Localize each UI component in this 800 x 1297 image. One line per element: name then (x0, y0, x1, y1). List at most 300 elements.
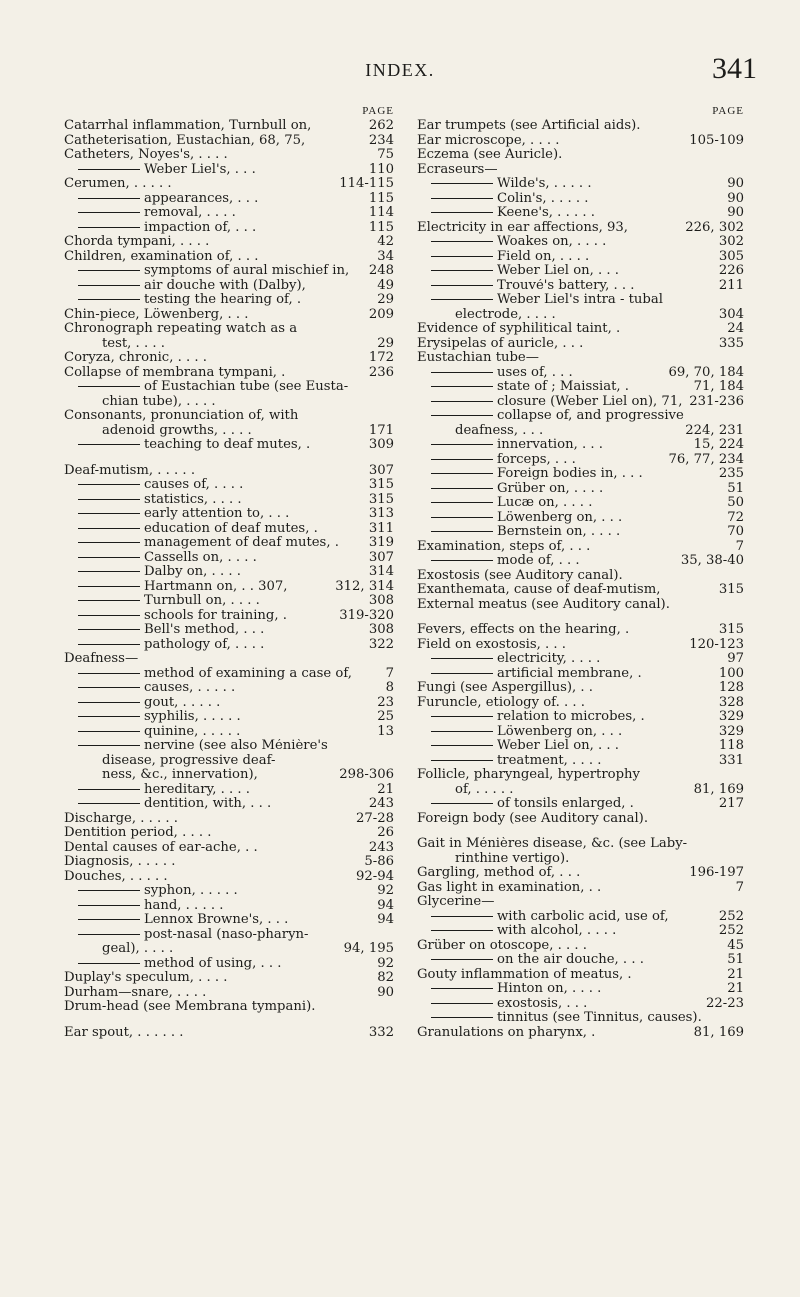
ditto-rule (431, 803, 493, 804)
index-entry (64, 812, 394, 827)
index-entry (64, 986, 394, 1001)
entry-text: Consonants, pronunciation of, with (64, 409, 299, 423)
right-column (417, 105, 744, 1040)
entry-text: appearances, . . . (64, 192, 394, 207)
entry-text: on the air douche, . . . (417, 953, 744, 968)
index-entry (64, 971, 394, 986)
entry-text: Weber Liel on, . . . (417, 739, 744, 754)
index-entry (417, 924, 744, 939)
entry-text: Duplay's speculum, . . . . (64, 971, 228, 985)
ditto-rule (431, 198, 493, 199)
ditto-rule (431, 716, 493, 717)
entry-text: with alcohol, . . . . (417, 924, 744, 939)
entry-text: Eczema (see Auricle). (417, 148, 563, 162)
index-entry (64, 681, 394, 696)
entry-page-ref: 248 (366, 264, 394, 279)
index-entry (417, 1026, 744, 1041)
index-entry (64, 652, 394, 667)
index-entry (417, 308, 744, 323)
entry-page-ref: 308 (366, 623, 394, 638)
entry-text: Exostosis (see Auditory canal). (417, 568, 623, 583)
ditto-rule (78, 212, 140, 213)
index-entry (417, 638, 744, 653)
entry-page-ref: 69, 70, 184 (666, 366, 745, 381)
entry-page-ref: 21 (724, 982, 744, 997)
index-entry (64, 192, 394, 207)
entry-text: hereditary, . . . . (64, 783, 394, 798)
index-entry (64, 710, 394, 725)
index-entry (417, 812, 744, 827)
index-entry (64, 279, 394, 294)
entry-text: management of deaf mutes, . (64, 536, 394, 551)
index-entry (64, 293, 394, 308)
entry-page-ref: 115 (366, 192, 394, 207)
entry-page-ref: 226 (716, 264, 744, 279)
entry-page-ref: 243 (366, 841, 394, 856)
entry-text: Lucæ on, . . . . (417, 496, 744, 511)
ditto-rule (431, 658, 493, 659)
index-entry (417, 725, 744, 740)
index-entry (64, 351, 394, 366)
entry-text: Furuncle, etiology of. . . . (417, 695, 585, 710)
ditto-rule (431, 502, 493, 503)
index-entry (64, 206, 394, 221)
entry-page-ref: 315 (716, 583, 744, 598)
entry-page-ref: 115 (366, 221, 394, 236)
ditto-rule (431, 760, 493, 761)
index-entry (417, 206, 744, 221)
index-entry (64, 308, 394, 323)
entry-text: education of deaf mutes, . (64, 522, 394, 537)
entry-text: symptoms of aural mischief in, (64, 264, 394, 279)
entry-text: Löwenberg on, . . . (417, 511, 744, 526)
entry-page-ref: 322 (366, 638, 394, 653)
ditto-rule (78, 557, 140, 558)
entry-text: Grüber on, . . . . (417, 482, 744, 497)
entry-text: Catarrhal inflammation, Turnbull on, (64, 119, 312, 133)
entry-page-ref: 26 (374, 826, 394, 841)
entry-text: Woakes on, . . . . (417, 235, 744, 250)
index-entry (64, 134, 394, 149)
entry-page-ref: 307 (366, 464, 394, 479)
entry-page-ref: 298-306 (336, 768, 394, 783)
ditto-rule (78, 499, 140, 500)
ditto-rule (431, 459, 493, 460)
index-entry (417, 482, 744, 497)
entry-page-ref: 75 (374, 148, 394, 163)
entry-text: electrode, . . . . (455, 307, 556, 322)
index-entry (64, 221, 394, 236)
ditto-rule (78, 702, 140, 703)
entry-text: innervation, . . . (417, 438, 744, 453)
entry-text: Hinton on, . . . . (417, 982, 744, 997)
entry-page-ref: 315 (366, 478, 394, 493)
section-gap (417, 826, 744, 837)
entry-text: Löwenberg on, . . . (417, 725, 744, 740)
entry-text: collapse of, and progressive (417, 409, 744, 424)
page-number: 341 (712, 52, 757, 85)
index-entry (64, 783, 394, 798)
ditto-rule (431, 285, 493, 286)
entry-text: causes, . . . . . (64, 681, 394, 696)
ditto-rule (78, 484, 140, 485)
index-entry (64, 250, 394, 265)
entry-page-ref: 27-28 (353, 812, 394, 827)
index-entry (417, 797, 744, 812)
entry-text: Cassells on, . . . . (64, 551, 394, 566)
index-entry (417, 652, 744, 667)
entry-page-ref: 7 (733, 881, 744, 896)
index-entry (417, 866, 744, 881)
index-entry (64, 478, 394, 493)
index-entry (417, 852, 744, 867)
index-entry (64, 870, 394, 885)
entry-text: dentition, with, . . . (64, 797, 394, 812)
index-entry (417, 953, 744, 968)
entry-page-ref: 305 (716, 250, 744, 265)
ditto-rule (78, 687, 140, 688)
entry-page-ref: 23 (374, 696, 394, 711)
ditto-rule (431, 473, 493, 474)
ditto-rule (78, 513, 140, 514)
index-entry (64, 855, 394, 870)
entry-page-ref: 90 (724, 177, 744, 192)
entry-page-ref: 209 (366, 308, 394, 323)
entry-page-ref: 105-109 (686, 134, 744, 149)
entry-page-ref: 71, 184 (691, 380, 744, 395)
index-entry (417, 409, 744, 424)
entry-text: post-nasal (naso-pharyn- (64, 928, 394, 943)
left-column (64, 105, 394, 1040)
index-entry (417, 134, 744, 149)
entry-page-ref: 234 (366, 134, 394, 149)
entry-page-ref: 15, 224 (691, 438, 744, 453)
entry-page-ref: 231-236 (686, 395, 744, 410)
entry-text: of tonsils enlarged, . (417, 797, 744, 812)
entry-text: syphon, . . . . . (64, 884, 394, 899)
entry-text: Field on exostosis, . . . (417, 637, 566, 652)
entry-text: rinthine vertigo). (455, 851, 570, 866)
entry-page-ref: 97 (724, 652, 744, 667)
entry-text: Hartmann on, . . 307, (64, 580, 394, 595)
entry-text: Gait in Ménières disease, &c. (see Laby- (417, 837, 688, 851)
index-entry (64, 580, 394, 595)
entry-page-ref: 315 (366, 493, 394, 508)
ditto-rule (78, 227, 140, 228)
index-entry (64, 163, 394, 178)
index-entry (64, 235, 394, 250)
ditto-rule (431, 183, 493, 184)
entry-page-ref: 243 (366, 797, 394, 812)
entry-text: artificial membrane, . (417, 667, 744, 682)
entry-text: Erysipelas of auricle, . . . (417, 336, 584, 351)
entry-page-ref: 309 (366, 438, 394, 453)
index-entry (417, 696, 744, 711)
index-entry (417, 1011, 744, 1026)
entry-page-ref: 82 (374, 971, 394, 986)
entry-text: Dental causes of ear-ache, . . (64, 840, 258, 855)
page-column-label: PAGE (712, 105, 744, 117)
index-entry (64, 322, 394, 337)
index-entry (64, 177, 394, 192)
entry-text: Lennox Browne's, . . . (64, 913, 394, 928)
index-entry (417, 264, 744, 279)
index-entry (417, 148, 744, 163)
ditto-rule (78, 934, 140, 935)
index-entry (64, 913, 394, 928)
entry-text: syphilis, . . . . . (64, 710, 394, 725)
entry-page-ref: 42 (374, 235, 394, 250)
entry-page-ref: 22-23 (703, 997, 744, 1012)
index-entry (417, 569, 744, 584)
index-entry (417, 322, 744, 337)
entry-text: Granulations on pharynx, . (417, 1025, 596, 1040)
entry-text: statistics, . . . . (64, 493, 394, 508)
index-entry (417, 623, 744, 638)
entry-text: Examination, steps of, . . . (417, 539, 591, 554)
entry-text: Ear trumpets (see Artificial aids). (417, 119, 641, 133)
ditto-rule (431, 241, 493, 242)
index-entry (64, 928, 394, 943)
ditto-rule (78, 386, 140, 387)
entry-page-ref: 114 (366, 206, 394, 221)
entry-page-ref: 45 (724, 939, 744, 954)
entry-text: adenoid growths, . . . . (102, 423, 252, 438)
entry-page-ref: 114-115 (336, 177, 394, 192)
index-entry (64, 522, 394, 537)
entry-text: Eustachian tube— (417, 351, 539, 365)
entry-text: Discharge, . . . . . (64, 811, 178, 826)
entry-text: Cerumen, . . . . . (64, 177, 172, 191)
entry-page-ref: 224, 231 (682, 424, 744, 439)
entry-text: Field on, . . . . (417, 250, 744, 265)
index-entry (417, 739, 744, 754)
entry-page-ref: 24 (724, 322, 744, 337)
ditto-rule (78, 169, 140, 170)
section-gap (64, 453, 394, 464)
ditto-rule (78, 270, 140, 271)
entry-page-ref: 217 (716, 797, 744, 812)
ditto-rule (431, 673, 493, 674)
ditto-rule (431, 1003, 493, 1004)
entry-page-ref: 172 (366, 351, 394, 366)
index-entry (64, 1026, 394, 1041)
entry-text: Gouty inflammation of meatus, . (417, 967, 632, 982)
entry-text: test, . . . . (102, 336, 165, 351)
entry-page-ref: 25 (374, 710, 394, 725)
entry-text: Follicle, pharyngeal, hypertrophy (417, 768, 640, 782)
index-entry (417, 540, 744, 555)
entry-text: Dentition period, . . . . (64, 826, 212, 840)
ditto-rule (431, 488, 493, 489)
index-entry (417, 293, 744, 308)
index-entry (417, 395, 744, 410)
ditto-rule (78, 615, 140, 616)
entry-text: Electricity in ear affections, 93, (417, 220, 628, 235)
ditto-rule (78, 542, 140, 543)
entry-page-ref: 236 (366, 366, 394, 381)
entry-text: Bernstein on, . . . . (417, 525, 744, 540)
entry-page-ref: 94, 195 (341, 942, 394, 957)
ditto-rule (78, 629, 140, 630)
ditto-rule (431, 256, 493, 257)
index-entry (417, 768, 744, 783)
index-entry (417, 583, 744, 598)
index-entry (64, 696, 394, 711)
entry-text: impaction of, . . . (64, 221, 394, 236)
section-gap (417, 612, 744, 623)
index-entry (417, 177, 744, 192)
index-entry (64, 623, 394, 638)
entry-page-ref: 94 (374, 899, 394, 914)
entry-text: Catheters, Noyes's, . . . . (64, 148, 228, 162)
index-entry (417, 221, 744, 236)
entry-page-ref: 94 (374, 913, 394, 928)
ditto-rule (78, 644, 140, 645)
entry-page-ref: 7 (383, 667, 394, 682)
ditto-rule (78, 600, 140, 601)
ditto-rule (78, 444, 140, 445)
index-entry (64, 565, 394, 580)
ditto-rule (431, 517, 493, 518)
ditto-rule (78, 673, 140, 674)
entry-text: Douches, . . . . . (64, 869, 168, 884)
entry-page-ref: 110 (366, 163, 394, 178)
entry-text: chian tube), . . . . (102, 394, 216, 409)
index-entry (417, 525, 744, 540)
entry-text: of Eustachian tube (see Eusta- (64, 380, 394, 395)
index-entry (64, 826, 394, 841)
index-entry (417, 982, 744, 997)
entry-text: Fevers, effects on the hearing, . (417, 623, 630, 637)
entry-text: Weber Liel's, . . . (64, 163, 394, 178)
index-entry (417, 496, 744, 511)
entry-text: Drum-head (see Membrana tympani). (64, 1000, 316, 1014)
entry-text: geal), . . . . (102, 942, 174, 956)
entry-text: method of examining a case of, (64, 667, 394, 682)
entry-text: gout, . . . . . (64, 696, 394, 711)
index-entry (64, 957, 394, 972)
entry-text: Foreign bodies in, . . . (417, 467, 744, 482)
entry-text: Ear microscope, . . . . (417, 133, 560, 148)
entry-text: Children, examination of, . . . (64, 249, 259, 264)
entry-text: exostosis, . . . (417, 997, 744, 1012)
entry-page-ref: 70 (724, 525, 744, 540)
index-entry (417, 511, 744, 526)
index-entry (417, 366, 744, 381)
entry-page-ref: 34 (374, 250, 394, 265)
entry-text: causes of, . . . . (64, 478, 394, 493)
entry-text: Grüber on otoscope, . . . . (417, 938, 587, 953)
index-entry (417, 250, 744, 265)
ditto-rule (78, 731, 140, 732)
entry-page-ref: 35, 38-40 (678, 554, 744, 569)
entry-page-ref: 319 (366, 536, 394, 551)
entry-text: Ear spout, . . . . . . (64, 1025, 184, 1040)
entry-text: relation to microbes, . (417, 710, 744, 725)
ditto-rule (431, 731, 493, 732)
entry-text: pathology of, . . . . (64, 638, 394, 653)
entry-text: closure (Weber Liel on), 71, (417, 395, 744, 410)
entry-page-ref: 21 (374, 783, 394, 798)
index-entry (417, 997, 744, 1012)
entry-text: with carbolic acid, use of, (417, 910, 744, 925)
ditto-rule (78, 890, 140, 891)
index-entry (417, 881, 744, 896)
entry-text: Colin's, . . . . . (417, 192, 744, 207)
entry-text: Glycerine— (417, 895, 495, 909)
ditto-rule (431, 372, 493, 373)
index-entry (64, 725, 394, 740)
index-entry (417, 968, 744, 983)
entry-page-ref: 314 (366, 565, 394, 580)
entry-text: electricity, . . . . (417, 652, 744, 667)
entry-page-ref: 329 (716, 725, 744, 740)
entry-page-ref: 331 (716, 754, 744, 769)
entry-page-ref: 100 (716, 667, 744, 682)
entry-page-ref: 13 (374, 725, 394, 740)
entry-text: Catheterisation, Eustachian, 68, 75, (64, 133, 306, 148)
entry-text: nervine (see also Ménière's (64, 739, 394, 754)
index-entry (417, 783, 744, 798)
entry-text: Chin-piece, Löwenberg, . . . (64, 307, 249, 322)
entry-text: Dalby on, . . . . (64, 565, 394, 580)
ditto-rule (431, 415, 493, 416)
ditto-rule (431, 212, 493, 213)
entry-page-ref: 128 (716, 681, 744, 696)
entry-page-ref: 92 (374, 884, 394, 899)
entry-page-ref: 51 (724, 482, 744, 497)
index-entry (417, 163, 744, 178)
entry-text: Gargling, method of, . . . (417, 866, 581, 880)
index-entry (417, 424, 744, 439)
entry-text: early attention to, . . . (64, 507, 394, 522)
entry-page-ref: 90 (724, 206, 744, 221)
entry-text: Turnbull on, . . . . (64, 594, 394, 609)
entry-page-ref: 308 (366, 594, 394, 609)
entry-page-ref: 307 (366, 551, 394, 566)
entry-text: Ecraseurs— (417, 162, 498, 177)
entry-text: quinine, . . . . . (64, 725, 394, 740)
index-entry (417, 453, 744, 468)
entry-page-ref: 92 (374, 957, 394, 972)
entry-text: Chorda tympani, . . . . (64, 235, 210, 249)
entry-text: Exanthemata, cause of deaf-mutism, (417, 583, 661, 597)
entry-text: method of using, . . . (64, 957, 394, 972)
index-entry (64, 884, 394, 899)
entry-text: Gas light in examination, . . (417, 880, 602, 895)
index-entry (64, 551, 394, 566)
entry-page-ref: 315 (716, 623, 744, 638)
entry-text: Durham—snare, . . . . (64, 985, 207, 1000)
index-entry (64, 424, 394, 439)
index-entry (64, 366, 394, 381)
entry-page-ref: 76, 77, 234 (666, 453, 745, 468)
ditto-rule (78, 285, 140, 286)
entry-text: Fungi (see Aspergillus), . . (417, 681, 594, 695)
index-entry (417, 939, 744, 954)
entry-page-ref: 196-197 (686, 866, 744, 881)
index-entry (417, 351, 744, 366)
entry-page-ref: 118 (716, 739, 744, 754)
index-entry (417, 380, 744, 395)
entry-page-ref: 329 (716, 710, 744, 725)
ditto-rule (431, 401, 493, 402)
ditto-rule (431, 299, 493, 300)
ditto-rule (78, 745, 140, 746)
section-gap (64, 1015, 394, 1026)
index-entry (64, 395, 394, 410)
